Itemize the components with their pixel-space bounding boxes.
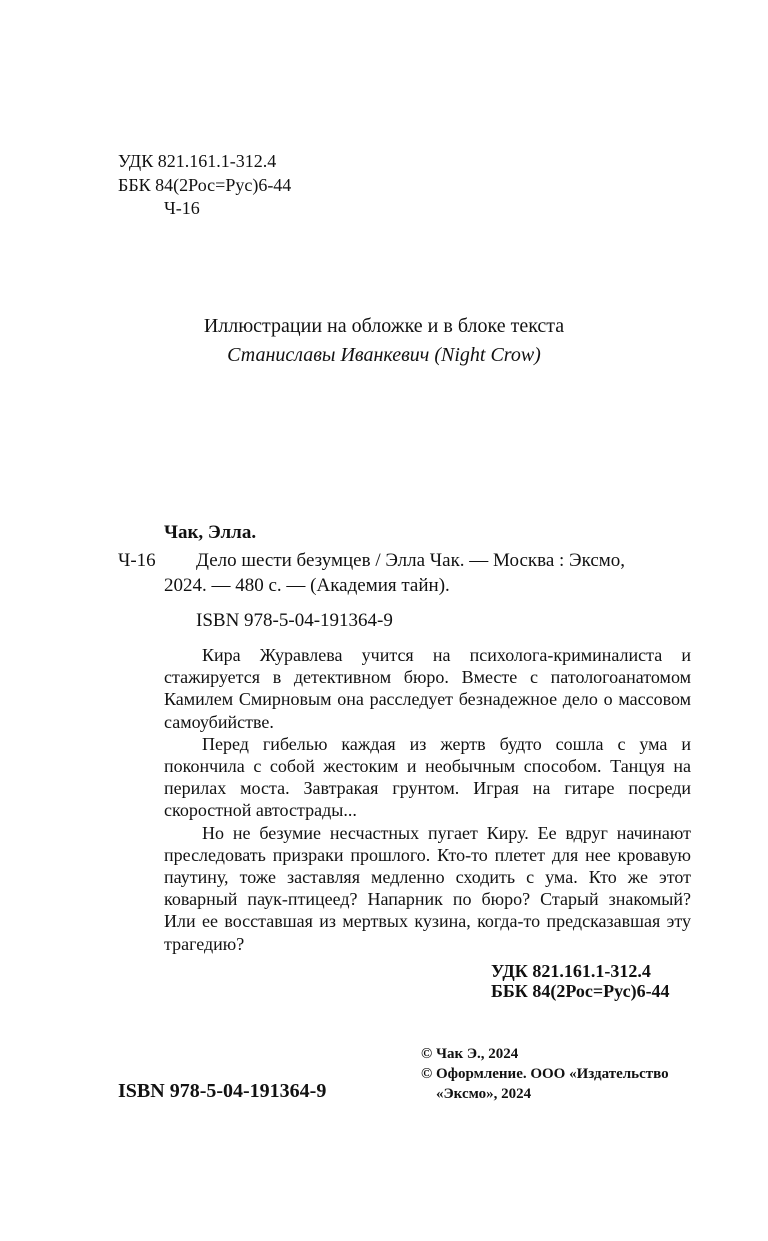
isbn-bottom: ISBN 978-5-04-191364-9 xyxy=(118,1080,327,1102)
bib-imprint-line: 2024. — 480 с. — (Академия тайн). xyxy=(164,575,450,596)
bbk-code: ББК 84(2Рос=Рус)6-44 xyxy=(118,175,292,195)
annotation xyxy=(164,644,691,955)
author-sign-bib: Ч-16 xyxy=(118,550,156,571)
annotation-paragraph-1: Кира Журавлева учится на психолога-криминалиста и стажируется в детективном бюро. Вместе с патологоанатомом Камилем Смирновым она расследует безнадежное дело о массовом самоубийстве. xyxy=(164,645,691,732)
author-sign: Ч-16 xyxy=(164,198,200,218)
illustrations-credit: Иллюстрации на обложке и в блоке текста xyxy=(203,315,565,337)
illustrator-name: Станиславы Иванкевич (Night Crow) xyxy=(227,344,541,366)
footer-udk: УДК 821.161.1-312.4 xyxy=(491,961,651,981)
footer-bbk: ББК 84(2Рос=Рус)6-44 xyxy=(491,981,670,1001)
copyright-publisher: «Эксмо», 2024 xyxy=(436,1086,532,1102)
bib-isbn: ISBN 978-5-04-191364-9 xyxy=(196,610,393,631)
author-heading: Чак, Элла. xyxy=(164,522,257,543)
udk-code: УДК 821.161.1-312.4 xyxy=(118,151,277,171)
annotation-paragraph-3: Но не безумие несчастных пугает Киру. Ее вдруг начинают преследовать призраки прошлого. Кто-то плетет для нее кровавую паутину, тоже заставляя медленно сходить с ума. Кто же этот коварный паук-птицеед? Напарник по бюро? Старый знакомый? Или ее восставшая из мертвых кузина, когда-то предсказавшая эту трагедию? xyxy=(164,822,691,954)
copyright-design: © Оформление. ООО «Издательство xyxy=(421,1066,669,1082)
copyright-author: © Чак Э., 2024 xyxy=(421,1046,519,1062)
annotation-paragraph-2: Перед гибелью каждая из жертв будто сошла с ума и покончила с собой жестоким и необычным способом. Танцуя на перилах моста. Завтракая грунтом. Играя на гитаре посреди скоростной автострады... xyxy=(164,733,691,821)
bib-title-line: Дело шести безумцев / Элла Чак. — Москва : Эксмо, xyxy=(196,550,626,571)
